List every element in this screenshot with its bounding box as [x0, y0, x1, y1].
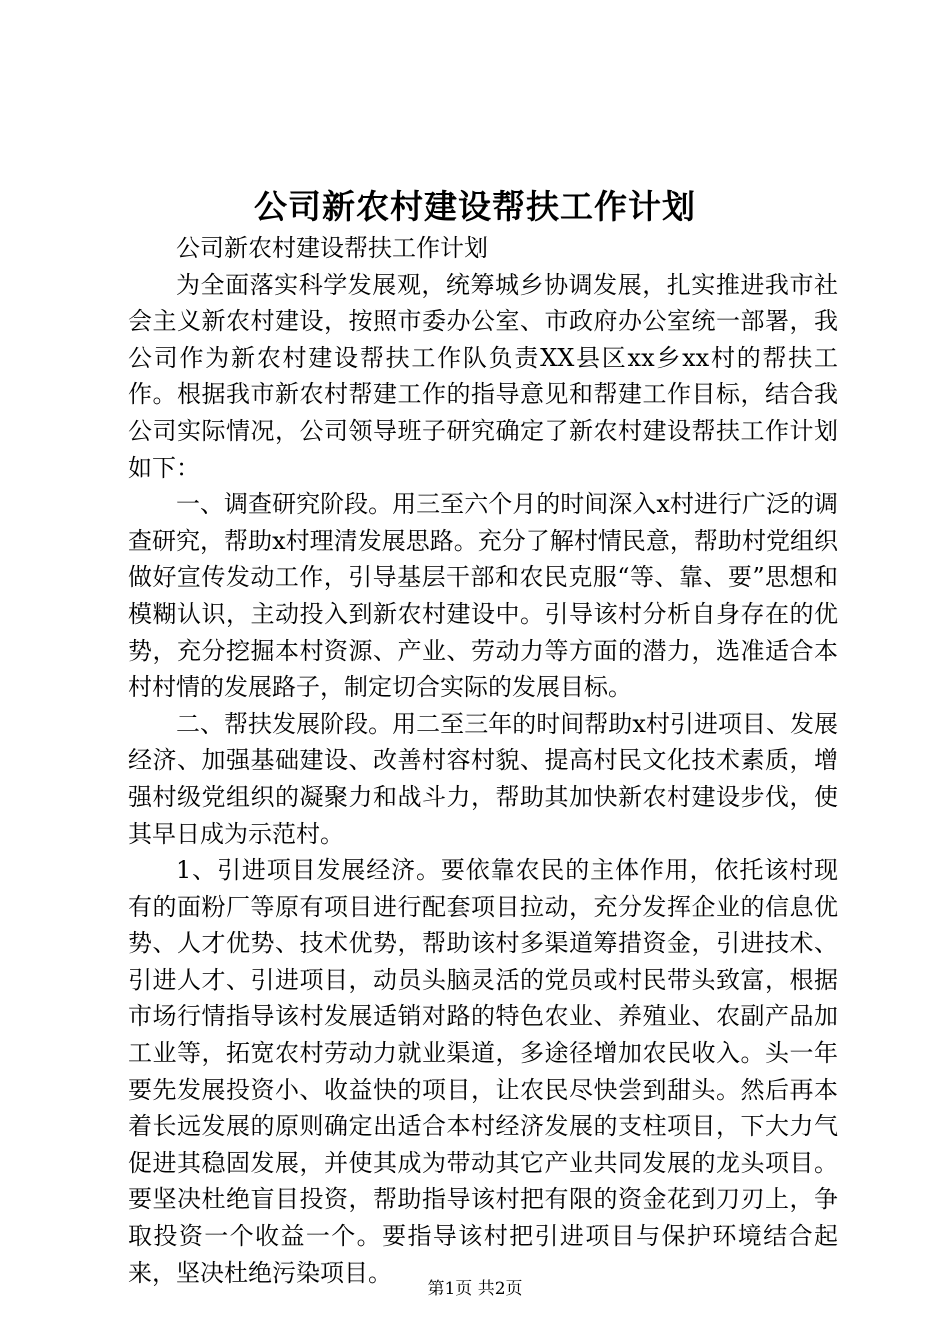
paragraph-intro: 为全面落实科学发展观，统筹城乡协调发展，扎实推进我市社会主义新农村建设，按照市委办公室、市政府办公室统一部署，我公司作为新农村建设帮扶工作队负责XX县区xx乡xx村的帮扶工作。根据我市新农村帮建工作的指导意见和帮建工作目标，结合我公司实际情况，公司领导班子研究确定了新农村建设帮扶工作计划如下： [128, 270, 838, 482]
document-title: 公司新农村建设帮扶工作计划 [254, 187, 696, 226]
paragraph-item-one: 1、引进项目发展经济。要依靠农民的主体作用，依托该村现有的面粉厂等原有项目进行配套项目拉动，充分发挥企业的信息优势、人才优势、技术优势，帮助该村多渠道筹措资金，引进技术、引进人才、引进项目，动员头脑灵活的党员或村民带头致富，根据市场行情指导该村发展适销对路的特色农业、养殖业、农副产品加工业等，拓宽农村劳动力就业渠道，多途径增加农民收入。头一年要先发展投资小、收益快的项目，让农民尽快尝到甜头。然后再本着长远发展的原则确定出适合本村经济发展的支柱项目，下大力气促进其稳固发展，并使其成为带动其它产业共同发展的龙头项目。要坚决杜绝盲目投资，帮助指导该村把有限的资金花到刀刃上，争取投资一个收益一个。要指导该村把引进项目与保护环境结合起来，坚决杜绝污染项目。 [128, 856, 838, 1287]
paragraph-stage-one: 一、调查研究阶段。用三至六个月的时间深入x村进行广泛的调查研究，帮助x村理清发展思路。充分了解村情民意，帮助村党组织做好宣传发动工作，引导基层干部和农民克服“等、靠、要”思想和模糊认识，主动投入到新农村建设中。引导该村分析自身存在的优势，充分挖掘本村资源、产业、劳动力等方面的潜力，选准适合本村村情的发展路子，制定切合实际的发展目标。 [128, 490, 838, 702]
paragraph-stage-two: 二、帮扶发展阶段。用二至三年的时间帮助x村引进项目、发展经济、加强基础建设、改善村容村貌、提高村民文化技术素质，增强村级党组织的凝聚力和战斗力，帮助其加快新农村建设步伐，使其早日成为示范村。 [128, 709, 838, 848]
paragraph-subtitle: 公司新农村建设帮扶工作计划 [176, 234, 488, 262]
page-footer: 第1页 共2页 [427, 1279, 523, 1299]
document-body [128, 230, 838, 1291]
